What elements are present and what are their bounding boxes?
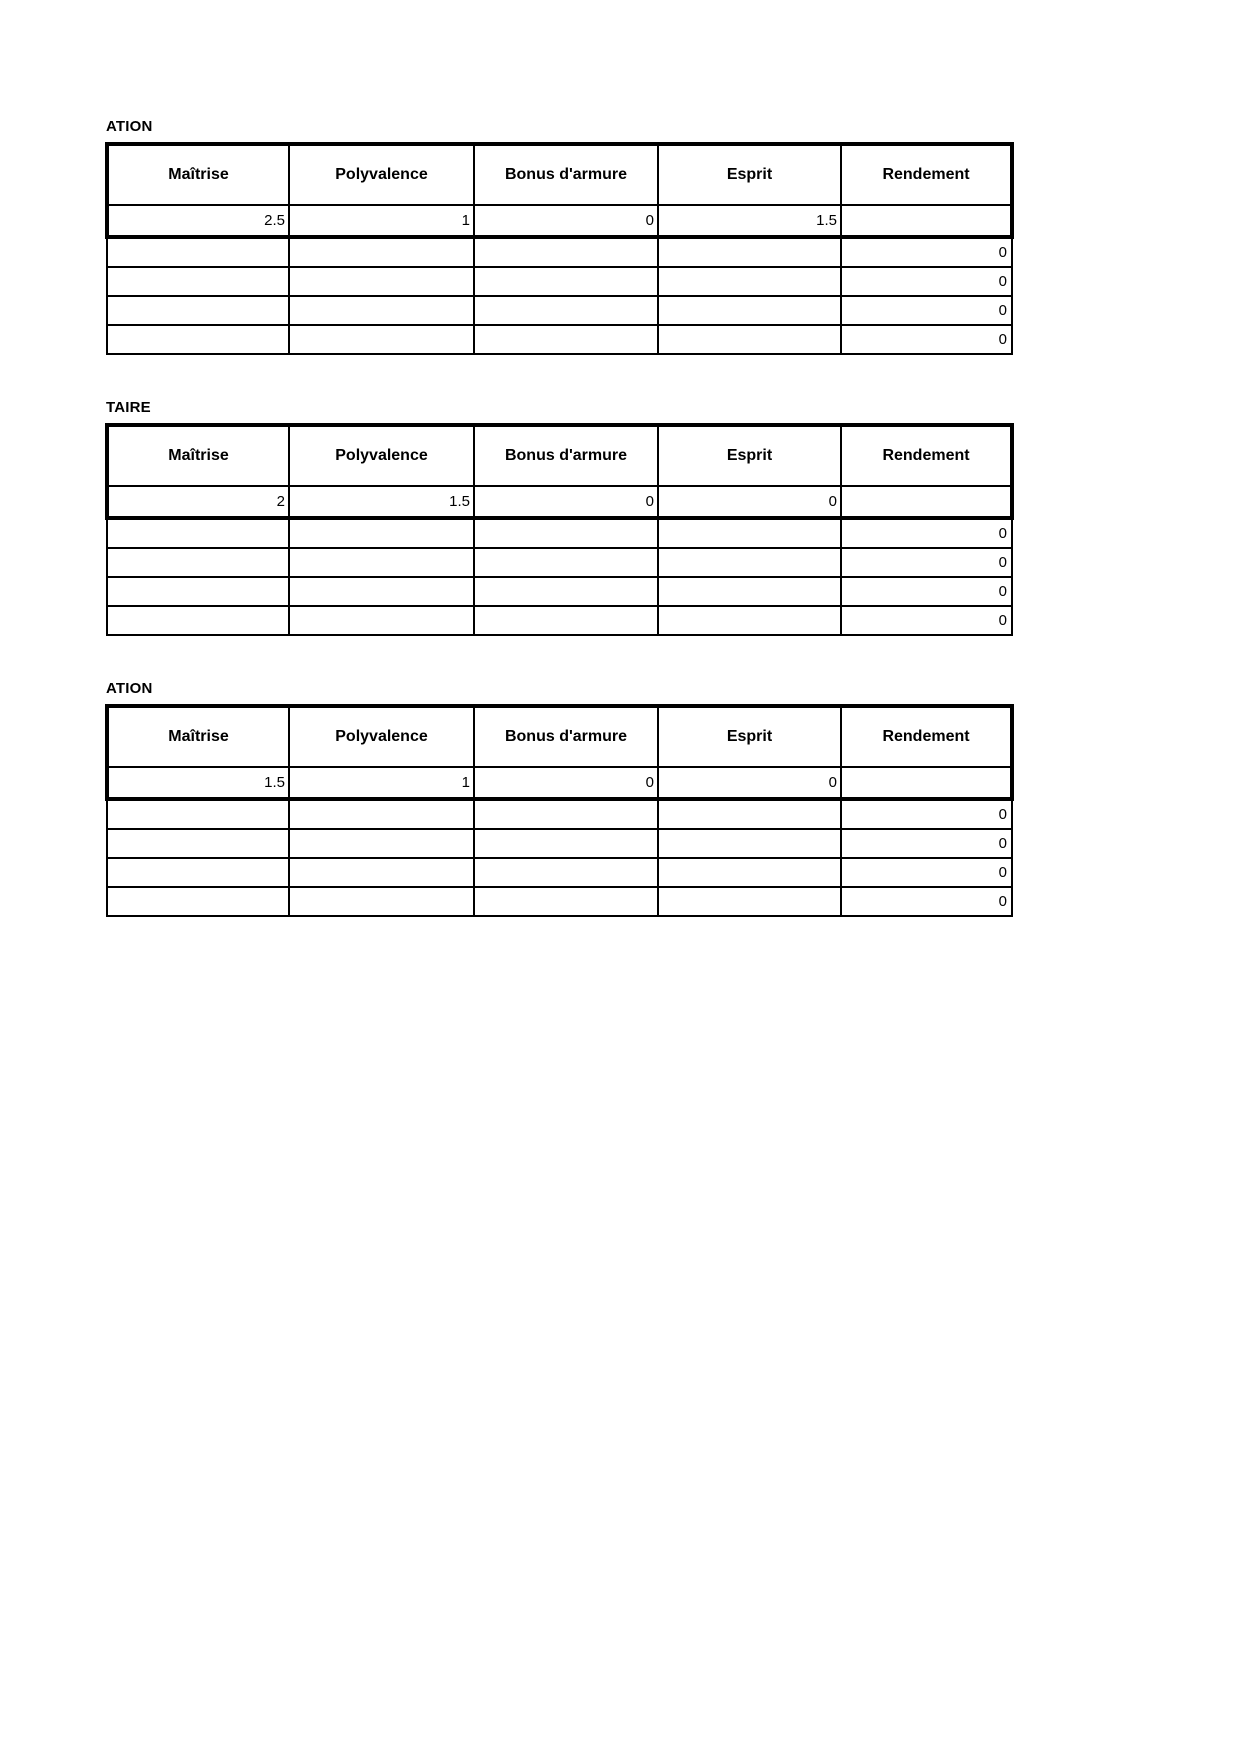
empty-cell [474,606,658,635]
empty-cell [289,518,474,548]
result-row [107,577,1012,606]
empty-cell [658,606,841,635]
input-cell-rendement [841,767,1012,799]
empty-cell [658,296,841,325]
col-header-bonus-armure: Bonus d'armure [474,706,658,767]
empty-cell [474,518,658,548]
rendement-result-cell: 0 [841,799,1012,829]
empty-cell [474,858,658,887]
result-row [107,296,1012,325]
input-row [107,767,1012,799]
empty-cell [289,799,474,829]
section-label: ATION [106,118,153,135]
empty-cell [658,325,841,354]
col-header-esprit: Esprit [658,144,841,205]
result-row [107,325,1012,354]
empty-cell [474,267,658,296]
rendement-result-cell: 0 [841,237,1012,267]
empty-cell [289,887,474,916]
empty-cell [107,577,289,606]
section-3 [105,680,1010,917]
col-header-esprit: Esprit [658,706,841,767]
empty-cell [289,606,474,635]
empty-cell [474,577,658,606]
empty-cell [658,237,841,267]
empty-cell [107,267,289,296]
section-label: ATION [106,680,153,697]
rendement-result-cell: 0 [841,577,1012,606]
col-header-maitrise: Maîtrise [107,706,289,767]
section-2 [105,399,1010,636]
empty-cell [107,548,289,577]
result-row [107,887,1012,916]
col-header-polyvalence: Polyvalence [289,144,474,205]
empty-cell [474,548,658,577]
input-cell-rendement [841,486,1012,518]
empty-cell [107,887,289,916]
empty-cell [289,858,474,887]
empty-cell [474,325,658,354]
input-cell-esprit: 0 [658,486,841,518]
result-row [107,548,1012,577]
empty-cell [289,237,474,267]
result-row [107,606,1012,635]
input-cell-bonus-armure: 0 [474,486,658,518]
col-header-esprit: Esprit [658,425,841,486]
empty-cell [289,577,474,606]
input-cell-maitrise: 1.5 [107,767,289,799]
rendement-result-cell: 0 [841,325,1012,354]
empty-cell [658,829,841,858]
input-cell-polyvalence: 1 [289,205,474,237]
stats-table-2 [105,423,1014,636]
stats-table-1 [105,142,1014,355]
result-row [107,858,1012,887]
empty-cell [107,606,289,635]
col-header-polyvalence: Polyvalence [289,425,474,486]
input-cell-bonus-armure: 0 [474,767,658,799]
empty-cell [474,829,658,858]
section-label: TAIRE [106,399,151,416]
rendement-result-cell: 0 [841,887,1012,916]
empty-cell [289,296,474,325]
document-content [105,118,1010,917]
rendement-result-cell: 0 [841,267,1012,296]
empty-cell [658,799,841,829]
stats-table-3 [105,704,1014,917]
empty-cell [474,237,658,267]
input-cell-polyvalence: 1.5 [289,486,474,518]
col-header-bonus-armure: Bonus d'armure [474,144,658,205]
rendement-result-cell: 0 [841,858,1012,887]
empty-cell [474,887,658,916]
empty-cell [107,325,289,354]
input-cell-maitrise: 2.5 [107,205,289,237]
col-header-maitrise: Maîtrise [107,425,289,486]
col-header-maitrise: Maîtrise [107,144,289,205]
col-header-rendement: Rendement [841,425,1012,486]
col-header-rendement: Rendement [841,144,1012,205]
empty-cell [289,325,474,354]
empty-cell [658,548,841,577]
input-cell-maitrise: 2 [107,486,289,518]
input-cell-rendement [841,205,1012,237]
empty-cell [107,858,289,887]
empty-cell [474,296,658,325]
input-cell-polyvalence: 1 [289,767,474,799]
col-header-bonus-armure: Bonus d'armure [474,425,658,486]
header-row [107,144,1012,205]
empty-cell [658,518,841,548]
empty-cell [658,858,841,887]
result-row [107,829,1012,858]
empty-cell [289,829,474,858]
empty-cell [658,267,841,296]
empty-cell [107,296,289,325]
input-cell-esprit: 1.5 [658,205,841,237]
result-row [107,518,1012,548]
rendement-result-cell: 0 [841,606,1012,635]
rendement-result-cell: 0 [841,296,1012,325]
result-row [107,237,1012,267]
input-cell-esprit: 0 [658,767,841,799]
col-header-rendement: Rendement [841,706,1012,767]
rendement-result-cell: 0 [841,829,1012,858]
input-row [107,205,1012,237]
result-row [107,267,1012,296]
section-1 [105,118,1010,355]
empty-cell [658,577,841,606]
empty-cell [107,799,289,829]
rendement-result-cell: 0 [841,548,1012,577]
empty-cell [658,887,841,916]
header-row [107,706,1012,767]
header-row [107,425,1012,486]
empty-cell [107,518,289,548]
empty-cell [289,267,474,296]
col-header-polyvalence: Polyvalence [289,706,474,767]
input-cell-bonus-armure: 0 [474,205,658,237]
empty-cell [107,237,289,267]
empty-cell [107,829,289,858]
empty-cell [474,799,658,829]
rendement-result-cell: 0 [841,518,1012,548]
empty-cell [289,548,474,577]
result-row [107,799,1012,829]
input-row [107,486,1012,518]
